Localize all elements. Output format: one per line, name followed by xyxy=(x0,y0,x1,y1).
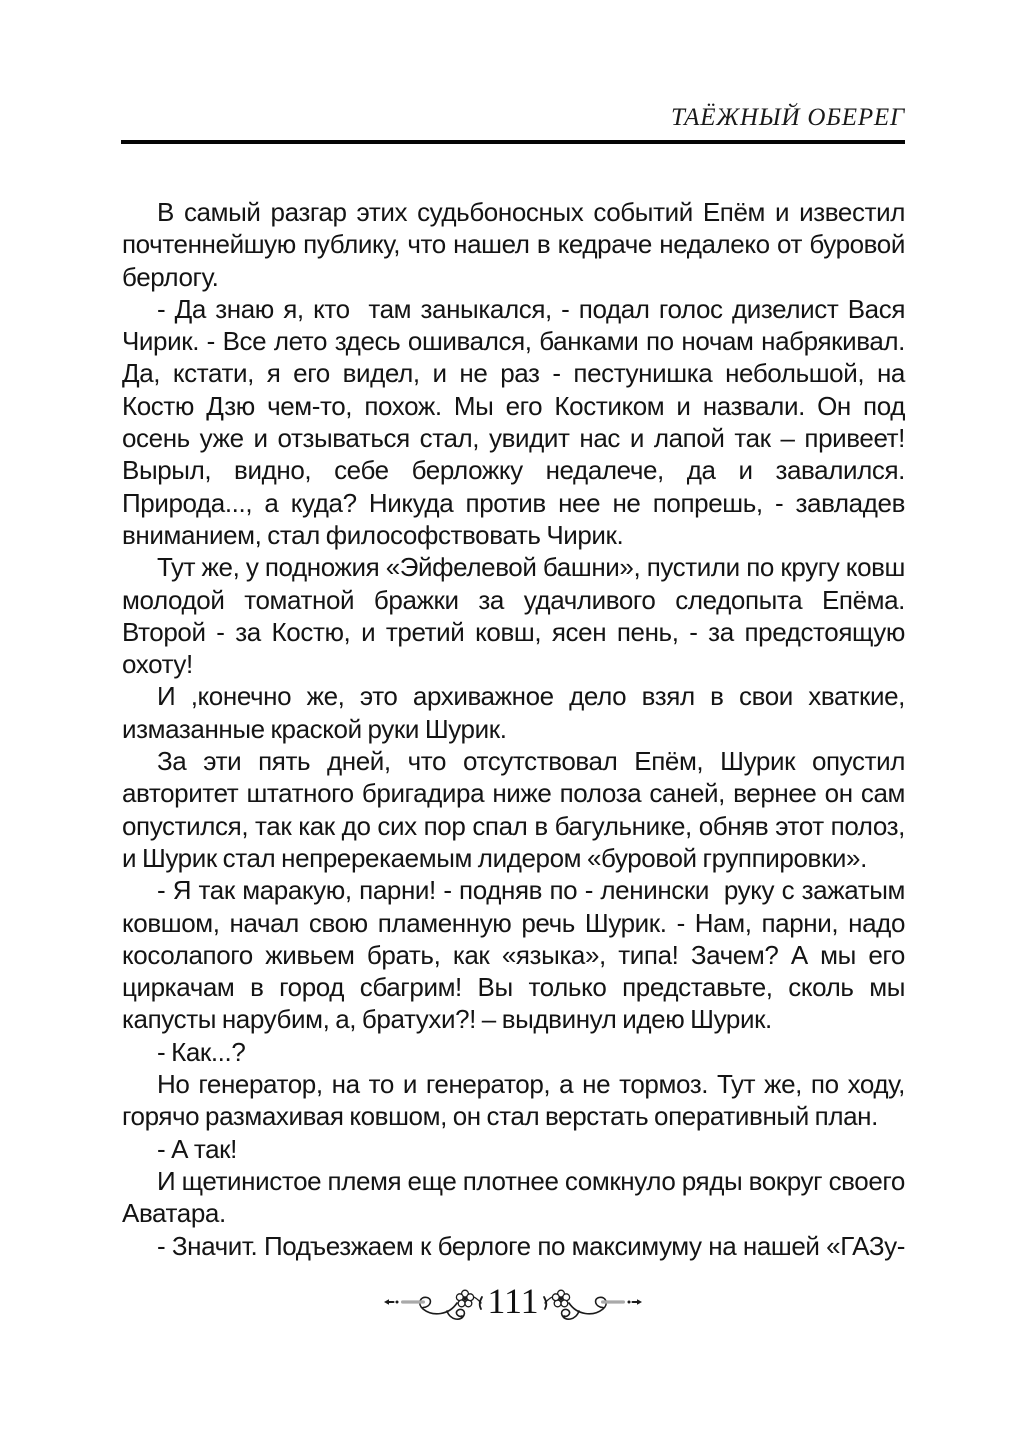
paragraph: Тут же, у подножия «Эйфелевой башни», пустили по кругу ковш молодой томатной бражки за удачливого следопыта Епёма. Второй - за Костю, и третий ковш, ясен пень, - за предстоящую охоту! xyxy=(122,552,911,680)
paragraph: И щетинистое племя еще плотнее сомкнуло ряды вокруг своего Аватара. xyxy=(122,1165,911,1229)
paragraph: В самый разгар этих судьбоносных событий Епём и известил почтеннейшую публику, что нашел в кедраче недалеко от буровой берлогу. xyxy=(122,197,911,292)
paragraph: - Значит. Подъезжаем к берлоге по максимуму на нашей «ГАЗу- xyxy=(157,1230,905,1261)
paragraph: За эти пять дней, что отсутствовал Епём, Шурик опустил авторитет штатного бригадира ниже полоза саней, вернее он сам опустился, так как до сих пор спал в багульнике, обняв этот полоз, и Шурик стал непререкаемым лидером «буровой группировки». xyxy=(122,746,911,873)
paragraph: - А так! xyxy=(157,1133,237,1164)
paragraph: Но генератор, на то и генератор, а не тормоз. Тут же, по ходу, горячо размахивая ковшом, он стал верстать оперативный план. xyxy=(122,1069,911,1132)
page-body xyxy=(122,196,911,1262)
paragraph: - Я так маракую, парни! - подняв по - ленински руку с зажатым ковшом, начал свою пламенную речь Шурик. - Нам, парни, надо косолапого живьем брать, как «языка», типа! Зачем? А мы его циркачам в город сбагрим! Вы только представьте, сколь мы капусты нарубим, а, братухи?! – выдвинул идею Шурик. xyxy=(122,875,911,1035)
page-footer xyxy=(0,1282,1026,1330)
paragraph: - Как...? xyxy=(157,1036,246,1067)
paragraph: - Да знаю я, кто там заныкался, - подал голос дизелист Вася Чирик. - Все лето здесь ошивался, банками по ночам набрякивал. Да, кстати, я его видел, и не раз - пестунишка небольшой, на Костю Дзю чем-то, похож. Мы его Костиком и назвали. Он под осень уже и отзываться стал, увидит нас и лапой так – привеет! Вырыл, видно, себе берложку недалече, да и завалился. Природа..., а куда? Никуда против нее не попрешь, - завладев вниманием, стал философствовать Чирик. xyxy=(122,293,911,550)
paragraph: И ,конечно же, это архиважное дело взял в свои хваткие, измазанные краской руки Шурик. xyxy=(122,681,911,744)
page-number: 111 xyxy=(487,1282,539,1321)
running-head-title: ТАЁЖНЫЙ ОБЕРЕГ xyxy=(121,104,905,144)
rose-flourish-divider-icon xyxy=(383,1282,643,1330)
